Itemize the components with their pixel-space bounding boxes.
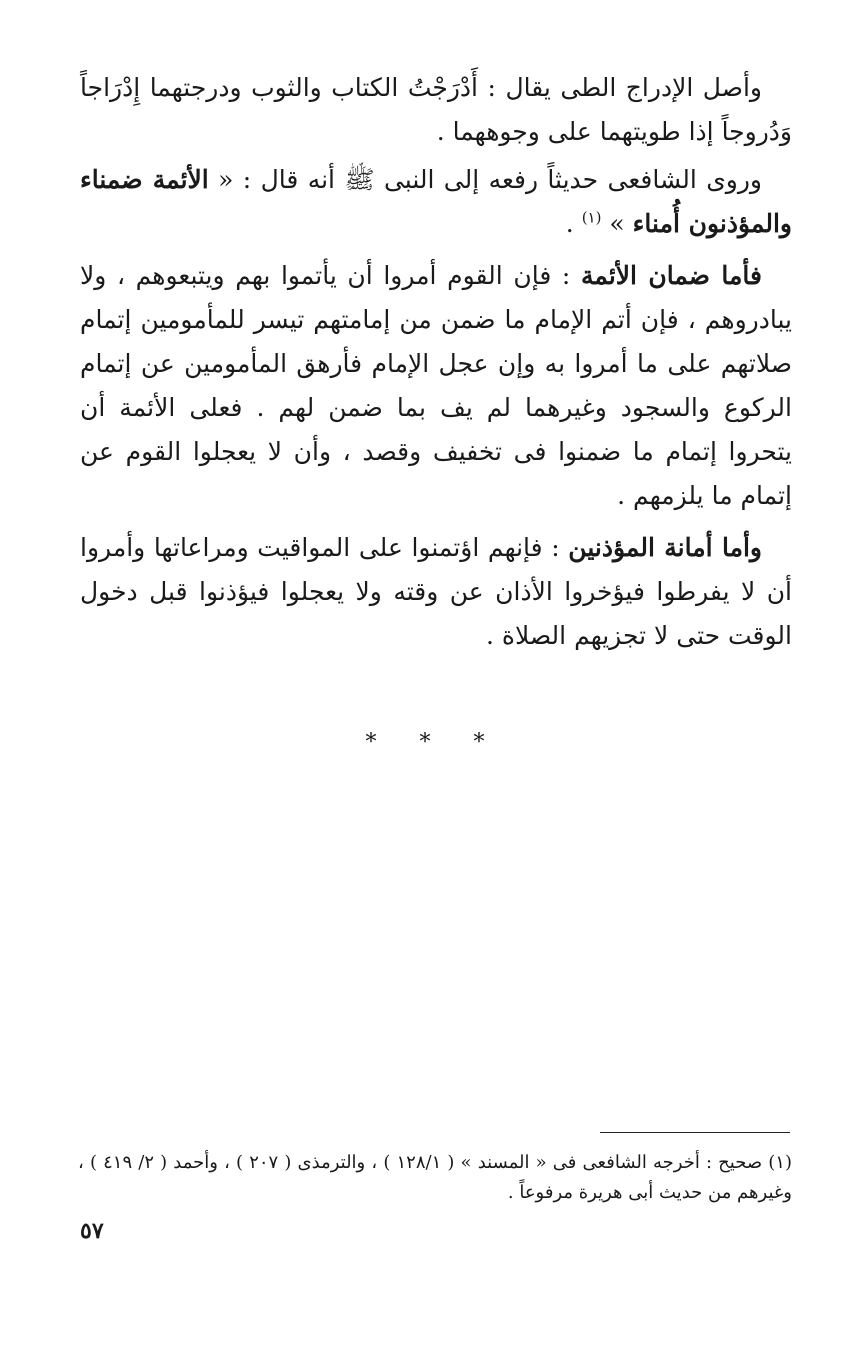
paragraph-idraj-definition [80, 66, 792, 154]
paragraph-hadith [80, 158, 792, 246]
footnote: (١) صحيح : أخرجه الشافعى فى « المسند » ( ١٢٨/١ ) ، والترمذى ( ٢٠٧ ) ، وأحمد ( ٢/ ٤١٩ ) ، وغيرهم من حديث أبى هريرة مرفوعاً . [78, 1152, 792, 1203]
paragraph-text: : فإن القوم أمروا أن يأتموا بهم ويتبعوهم ، ولا يبادروهم ، فإن أتم الإمام ما ضمن من إمامتهم تيسر للمأمومين إتمام صلاتهم على ما أمروا به وإن عجل الإمام فأرهق المأمومين عن إتمام الركوع والسجود وغيرهما لم يف بما ضمن لهم . فعلى الأئمة أن يتحروا إتمام ما ضمنوا فى تخفيف وقصد ، وأن لا يعجلوا القوم عن إتمام ما يلزمهم . [80, 261, 792, 510]
hadith-end: . [565, 209, 582, 238]
paragraph-text: وأصل الإدراج الطى يقال : أَدْرَجْتُ الكتاب والثوب ودرجتهما إِدْرَاجاً وَدُروجاً إذا طويتهما على وجوههما . [80, 73, 792, 146]
footnote-reference: (١) [581, 208, 602, 227]
section-heading-muezzins: وأما أمانة المؤذنين [568, 533, 762, 562]
hadith-close: » [609, 209, 633, 238]
main-text [80, 66, 792, 666]
page-number: ٥٧ [80, 1218, 104, 1244]
paragraph-text: : فإنهم اؤتمنوا على المواقيت ومراعاتها وأمروا أن لا يفرطوا فيؤخروا الأذان عن وقته ولا يعجلوا فيؤذنوا قبل دخول الوقت حتى لا تجزيهم الصلاة . [80, 533, 792, 650]
hadith-intro: وروى الشافعى حديثاً رفعه إلى النبى ﷺ أنه قال : « [208, 165, 762, 194]
footnote-divider [600, 1132, 790, 1133]
section-separator: * * * [365, 730, 503, 755]
section-heading-imams: فأما ضمان الأئمة [580, 261, 762, 290]
hadith-quote: الأئمة ضمناء والمؤذنون أُمناء [80, 165, 792, 238]
paragraph-muezzins-trust [80, 526, 792, 658]
paragraph-imams-guarantee [80, 254, 792, 518]
